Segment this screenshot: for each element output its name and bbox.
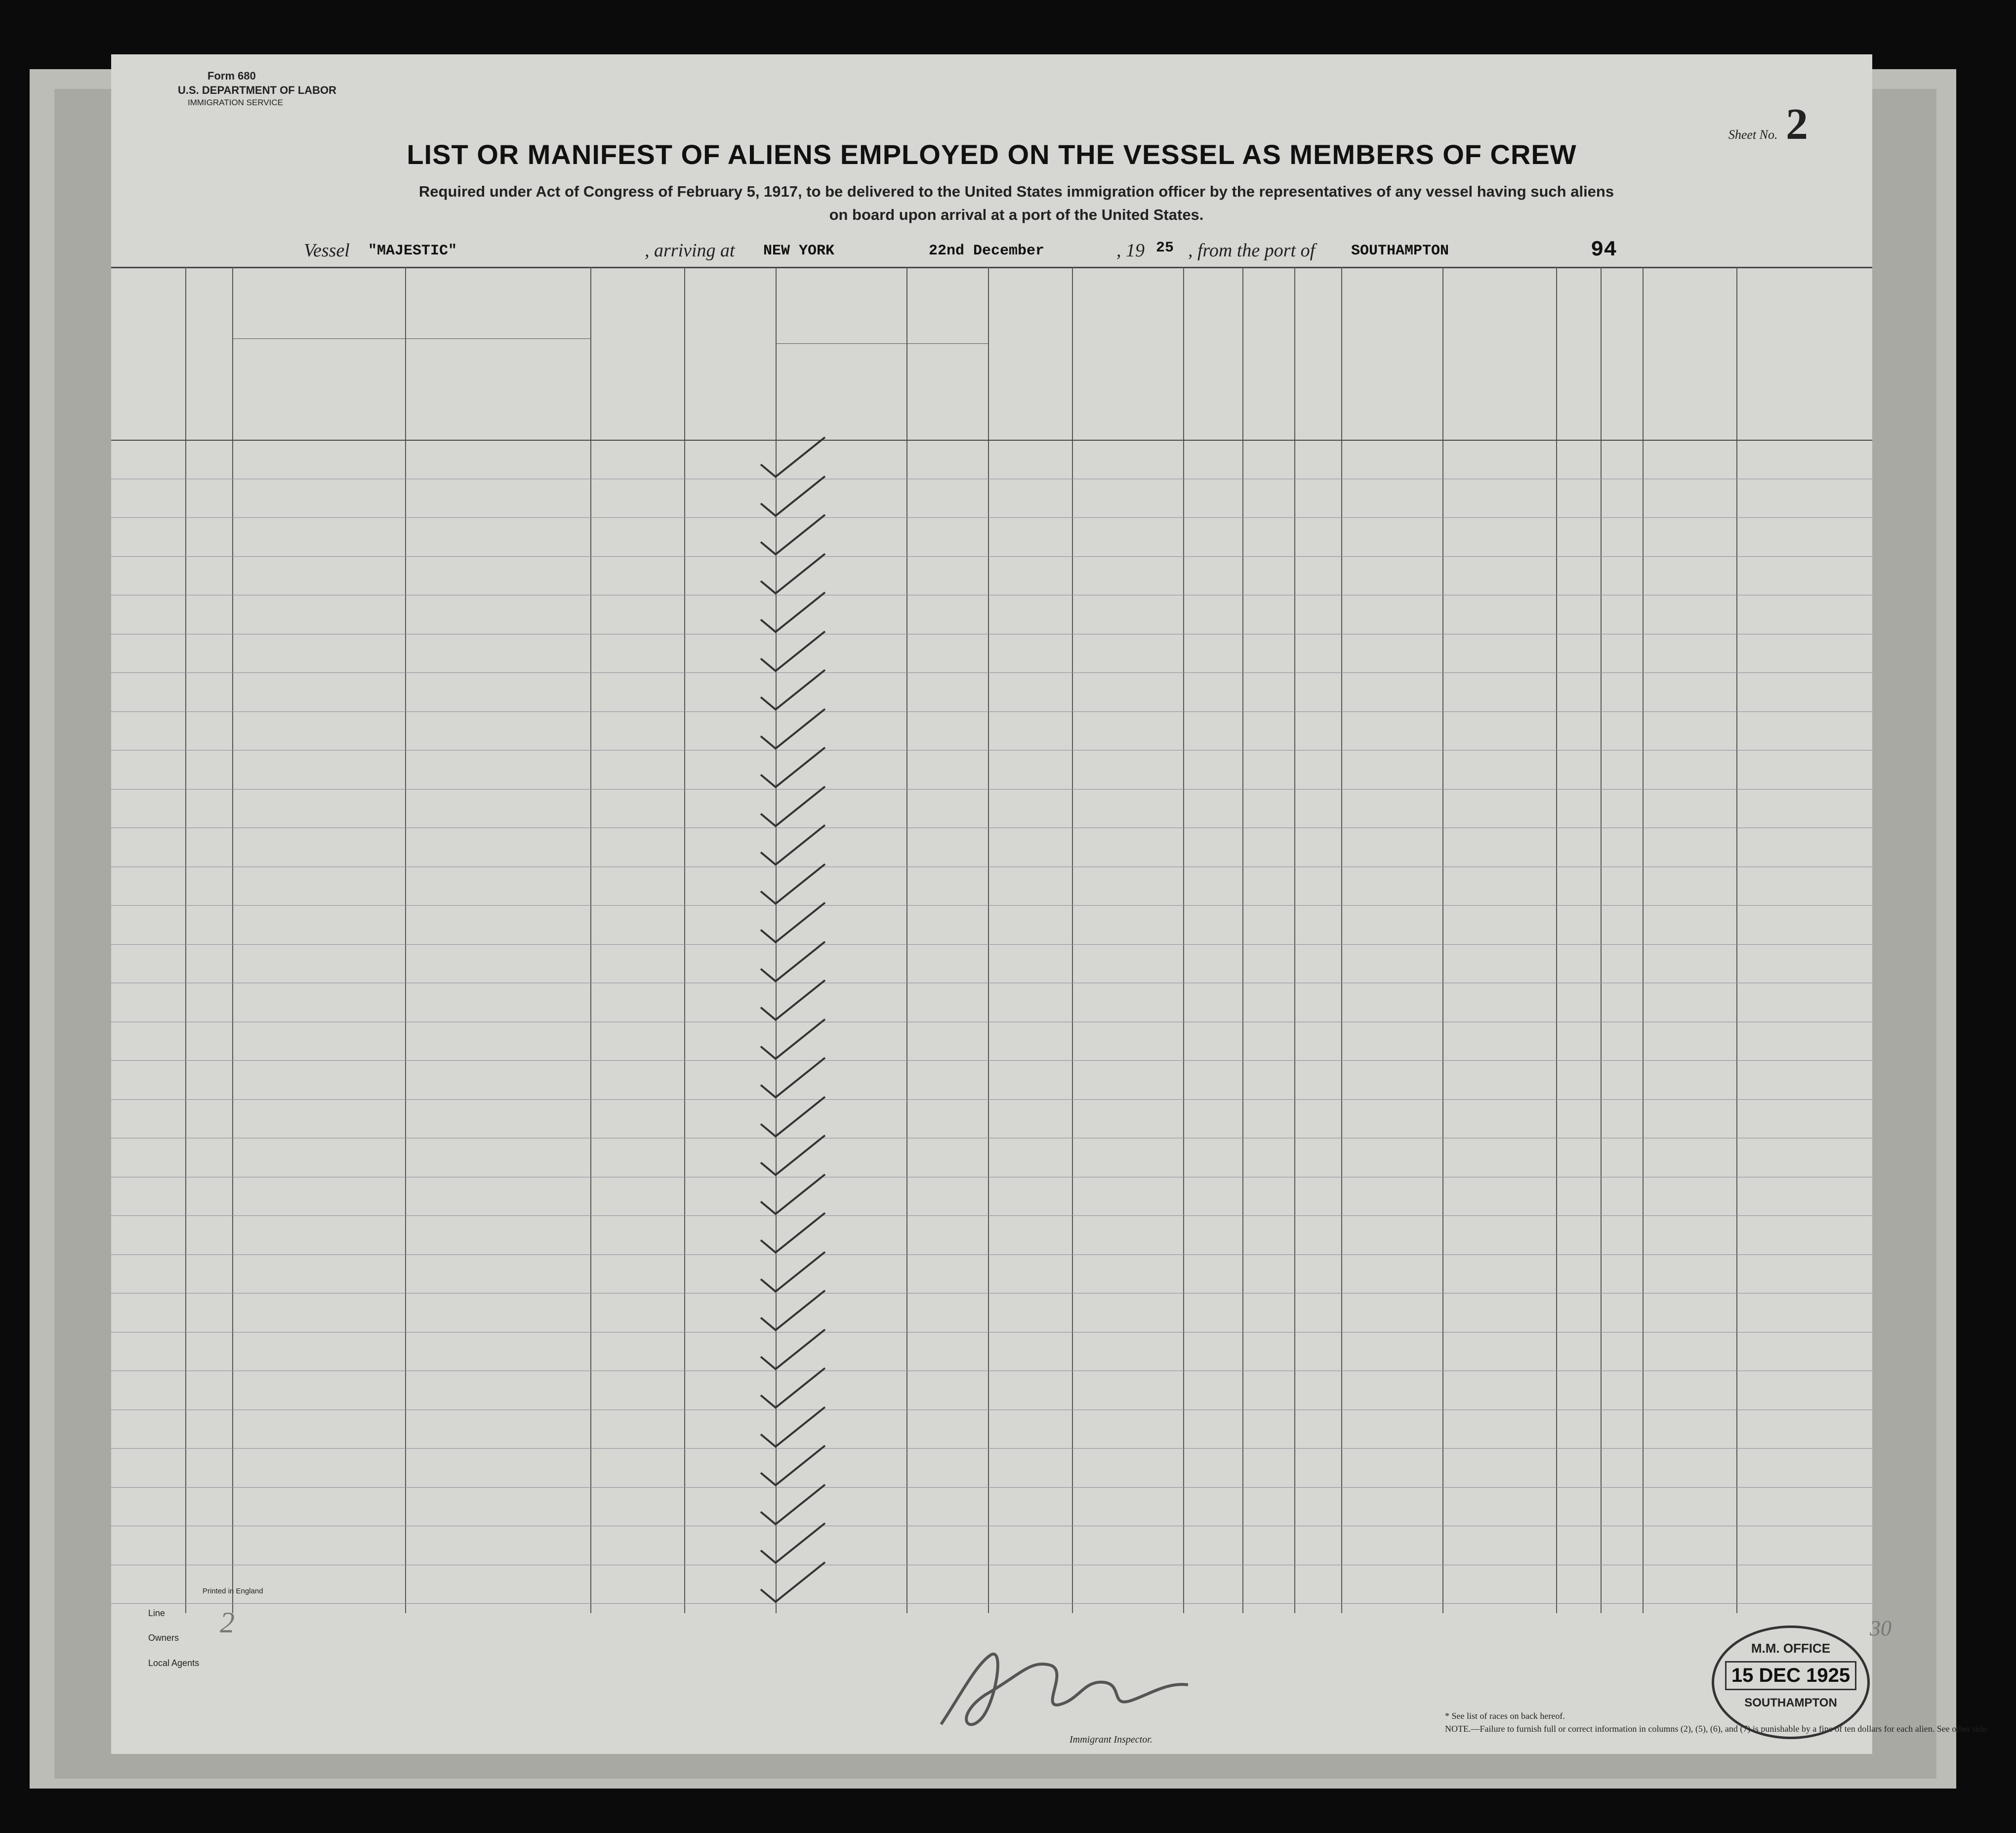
check-mark-icon	[756, 745, 830, 790]
check-mark-icon	[756, 512, 830, 557]
stamp-bottom: SOUTHAMPTON	[1744, 1696, 1837, 1709]
check-mark-icon	[756, 1094, 830, 1139]
row-divider	[111, 1332, 1872, 1333]
column-divider	[684, 267, 685, 1613]
row-divider	[111, 944, 1872, 945]
check-mark-icon	[756, 551, 830, 596]
vessel-name: "MAJESTIC"	[368, 243, 457, 259]
column-divider	[1341, 267, 1342, 1613]
check-mark-icon	[756, 1250, 830, 1294]
check-mark-icon	[756, 667, 830, 712]
table-top-border	[111, 267, 1872, 268]
inspector-signature	[921, 1635, 1198, 1747]
races-note: * See list of races on back hereof.	[1445, 1711, 1565, 1721]
check-mark-icon	[756, 1482, 830, 1527]
fine-note: NOTE.—Failure to furnish full or correct information in columns (2), (5), (6), and (7) is punishable by a fine of ten dollars for each alien. See other side.	[1445, 1724, 1989, 1734]
check-mark-icon	[756, 707, 830, 751]
form-number: Form 680	[207, 70, 256, 82]
check-mark-icon	[756, 1443, 830, 1488]
row-divider	[111, 1254, 1872, 1255]
row-divider	[111, 556, 1872, 557]
line-label: Line	[148, 1608, 165, 1618]
pencil-line-number: 2	[220, 1606, 235, 1639]
row-divider	[111, 1060, 1872, 1061]
arrival-date: 22nd December	[929, 243, 1045, 259]
check-mark-icon	[756, 862, 830, 906]
column-divider	[1242, 267, 1243, 1613]
service: IMMIGRATION SERVICE	[188, 98, 284, 108]
row-divider	[111, 672, 1872, 673]
check-mark-icon	[756, 1055, 830, 1100]
manifest-table	[111, 267, 1872, 1625]
column-divider	[1072, 267, 1073, 1613]
department: U.S. DEPARTMENT OF LABOR	[178, 83, 337, 96]
check-mark-icon	[756, 1366, 830, 1410]
inspector-label: Immigrant Inspector.	[1070, 1734, 1152, 1745]
arrival-port: NEW YORK	[763, 243, 835, 259]
check-mark-icon	[756, 823, 830, 867]
column-divider	[1601, 267, 1602, 1613]
column-divider	[1736, 267, 1737, 1613]
arriving-label: , arriving at	[645, 240, 735, 261]
row-divider	[111, 1448, 1872, 1449]
check-mark-icon	[756, 784, 830, 829]
footer-left	[148, 1587, 263, 1675]
column-divider	[906, 267, 907, 1613]
subtitle-line2: on board upon arrival at a port of the United States.	[829, 206, 1204, 223]
sheet-label: Sheet No.	[1728, 127, 1778, 142]
header-bottom-border	[111, 440, 1872, 441]
sheet-number-value: 2	[1786, 100, 1808, 149]
row-divider	[111, 1603, 1872, 1604]
check-mark-icon	[756, 1560, 830, 1604]
year-prefix: , 19	[1116, 240, 1145, 261]
page-title: LIST OR MANIFEST OF ALIENS EMPLOYED ON THE VESSEL AS MEMBERS OF CREW	[407, 139, 1577, 170]
owners-label: Owners	[148, 1633, 179, 1643]
agents-label: Local Agents	[148, 1658, 200, 1668]
check-mark-icon	[756, 1405, 830, 1449]
form-header	[178, 69, 336, 108]
row-divider	[111, 517, 1872, 518]
check-mark-icon	[756, 900, 830, 945]
row-divider	[111, 905, 1872, 906]
row-divider	[111, 1215, 1872, 1216]
pencil-total: 30	[1870, 1616, 1892, 1640]
check-mark-icon	[756, 1133, 830, 1177]
column-divider	[405, 267, 406, 1613]
stamp-top: M.M. OFFICE	[1751, 1641, 1831, 1656]
vessel-label: Vessel	[304, 240, 350, 261]
check-mark-icon	[756, 435, 830, 479]
column-divider	[590, 267, 591, 1613]
subtitle	[309, 180, 1724, 226]
column-divider	[1643, 267, 1644, 1613]
check-mark-icon	[756, 629, 830, 673]
check-mark-icon	[756, 978, 830, 1022]
column-divider	[1183, 267, 1184, 1613]
arrival-year: 25	[1156, 240, 1174, 256]
office-stamp	[1712, 1625, 1870, 1739]
printed-in: Printed in England	[203, 1587, 263, 1595]
manifest-sheet	[111, 54, 1989, 1754]
shipped-header-divider	[776, 343, 988, 344]
column-divider	[1294, 267, 1295, 1613]
check-mark-icon	[756, 939, 830, 984]
check-mark-icon	[756, 1210, 830, 1255]
column-divider	[1556, 267, 1557, 1613]
stamp-date: 15 DEC 1925	[1725, 1661, 1856, 1690]
check-mark-icon	[756, 1172, 830, 1216]
from-label: , from the port of	[1188, 240, 1316, 261]
page-number: 94	[1591, 238, 1617, 262]
check-mark-icon	[756, 1288, 830, 1333]
vessel-line	[304, 240, 1736, 269]
row-divider	[111, 1487, 1872, 1488]
check-mark-icon	[756, 1521, 830, 1565]
column-divider	[185, 267, 186, 1613]
row-divider	[111, 1099, 1872, 1100]
check-mark-icon	[756, 1017, 830, 1061]
subtitle-line1: Required under Act of Congress of February 5, 1917, to be delivered to the United States immigration officer by the representatives of any vessel having such aliens	[418, 183, 1614, 200]
row-divider	[111, 711, 1872, 712]
row-divider	[111, 789, 1872, 790]
check-mark-icon	[756, 1327, 830, 1372]
name-header-divider	[232, 338, 590, 339]
column-divider	[232, 267, 233, 1613]
check-mark-icon	[756, 474, 830, 518]
departure-port: SOUTHAMPTON	[1351, 243, 1449, 259]
column-divider	[988, 267, 989, 1613]
column-divider	[1442, 267, 1443, 1613]
check-mark-icon	[756, 590, 830, 634]
